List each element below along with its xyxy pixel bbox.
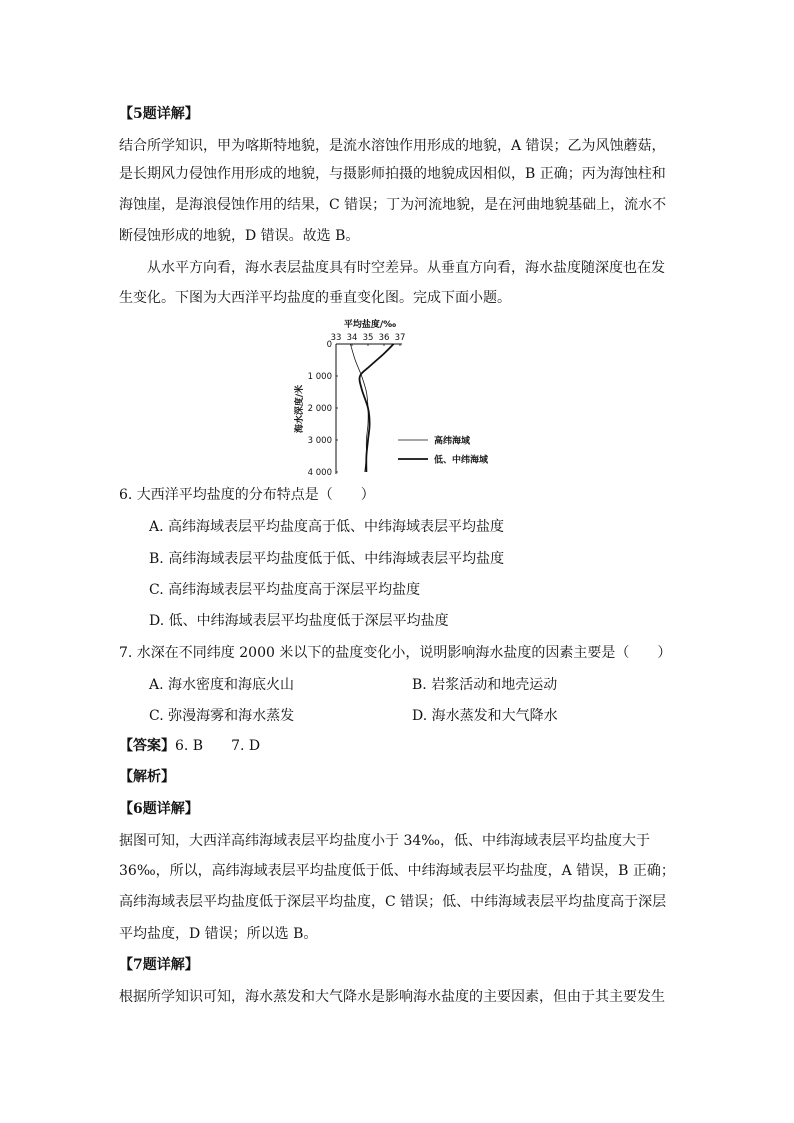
- section-7-line-1: 根据所学知识可知，海水蒸发和大气降水是影响海水盐度的主要因素，但由于其主要发生: [119, 989, 665, 1005]
- analysis-heading: 【解析】: [119, 769, 175, 785]
- legend-label: 高纬海域: [434, 436, 471, 447]
- answer-label: 【答案】: [119, 738, 175, 754]
- section-5-line-3: 海蚀崖，是海浪侵蚀作用的结果，C 错误；丁为河流地貌，是在河曲地貌基础上，流水不: [119, 197, 667, 213]
- y-axis-label: 海水深度/米: [295, 384, 305, 434]
- question-6-option-c: C. 高纬海域表层平均盐度高于深层平均盐度: [149, 582, 421, 598]
- section-5-line-2: 是长期风力侵蚀作用形成的地貌，与摄影师拍摄的地貌成因相似，B 正确；丙为海蚀柱和: [119, 166, 666, 182]
- question-7-stem: 7. 水深在不同纬度 2000 米以下的盐度变化小，说明影响海水盐度的因素主要是（ ）: [119, 645, 672, 661]
- x-tick-label: 33: [330, 333, 342, 343]
- section-7-heading: 【7题详解】: [119, 957, 199, 973]
- question-6-option-a: A. 高纬海域表层平均盐度高于低、中纬海域表层平均盐度: [149, 519, 505, 535]
- section-5-heading: 【5题详解】: [119, 106, 199, 122]
- section-6-line-2: 36‰，所以，高纬海域表层平均盐度低于低、中纬海域表层平均盐度，A 错误，B 正确；: [119, 863, 675, 879]
- x-tick-label: 37: [394, 333, 406, 343]
- intro-line-2: 生变化。下图为大西洋平均盐度的垂直变化图。完成下面小题。: [119, 290, 511, 306]
- section-6-line-1: 据图可知，大西洋高纬海域表层平均盐度小于 34‰，低、中纬海域表层平均盐度大于: [119, 833, 651, 849]
- x-tick-label: 34: [346, 333, 358, 343]
- answer-text: 6. B 7. D: [175, 738, 261, 754]
- chart-legend: [398, 435, 489, 466]
- section-6-line-4: 平均盐度，D 错误；所以选 B。: [119, 926, 318, 942]
- series-line-1: [350, 344, 368, 472]
- section-5-line-4: 断侵蚀形成的地貌，D 错误。故选 B。: [119, 228, 360, 244]
- legend-label: 低、中纬海域: [434, 455, 489, 466]
- x-tick-label: 36: [378, 333, 390, 343]
- y-tick-label: 1 000: [307, 372, 332, 382]
- question-6-option-d: D. 低、中纬海域表层平均盐度低于深层平均盐度: [149, 613, 449, 629]
- y-tick-label: 4 000: [307, 468, 332, 478]
- section-5-line-1: 结合所学知识，甲为喀斯特地貌，是流水溶蚀作用形成的地貌，A 错误；乙为风蚀蘑菇，: [119, 138, 666, 154]
- section-6-heading: 【6题详解】: [119, 801, 199, 817]
- question-7-option-b: B. 岩浆活动和地壳运动: [412, 677, 558, 693]
- question-6-stem: 6. 大西洋平均盐度的分布特点是（ ）: [119, 487, 375, 503]
- question-7-option-d: D. 海水蒸发和大气降水: [412, 708, 558, 724]
- chart-title: 平均盐度/‰: [343, 320, 397, 330]
- chart-series: [350, 344, 393, 472]
- y-tick-label: 2 000: [307, 404, 332, 414]
- x-tick-label: 35: [362, 333, 374, 343]
- y-tick-labels: [308, 340, 332, 478]
- question-7-option-a: A. 海水密度和海底火山: [149, 677, 295, 693]
- x-tick-labels: [331, 333, 406, 343]
- section-6-line-3: 高纬海域表层平均盐度低于深层平均盐度，C 错误；低、中纬海域表层平均盐度高于深层: [119, 894, 667, 910]
- series-line-2: [359, 344, 393, 472]
- intro-line-1: 从水平方向看，海水表层盐度具有时空差异。从垂直方向看，海水盐度随深度也在发: [147, 260, 665, 276]
- question-6-option-b: B. 高纬海域表层平均盐度低于低、中纬海域表层平均盐度: [149, 551, 505, 567]
- answer-line: [119, 736, 260, 756]
- salinity-depth-chart: [290, 316, 520, 478]
- y-tick-label: 3 000: [307, 436, 332, 446]
- y-tick-label: 0: [326, 340, 332, 350]
- question-7-option-c: C. 弥漫海雾和海水蒸发: [149, 708, 295, 724]
